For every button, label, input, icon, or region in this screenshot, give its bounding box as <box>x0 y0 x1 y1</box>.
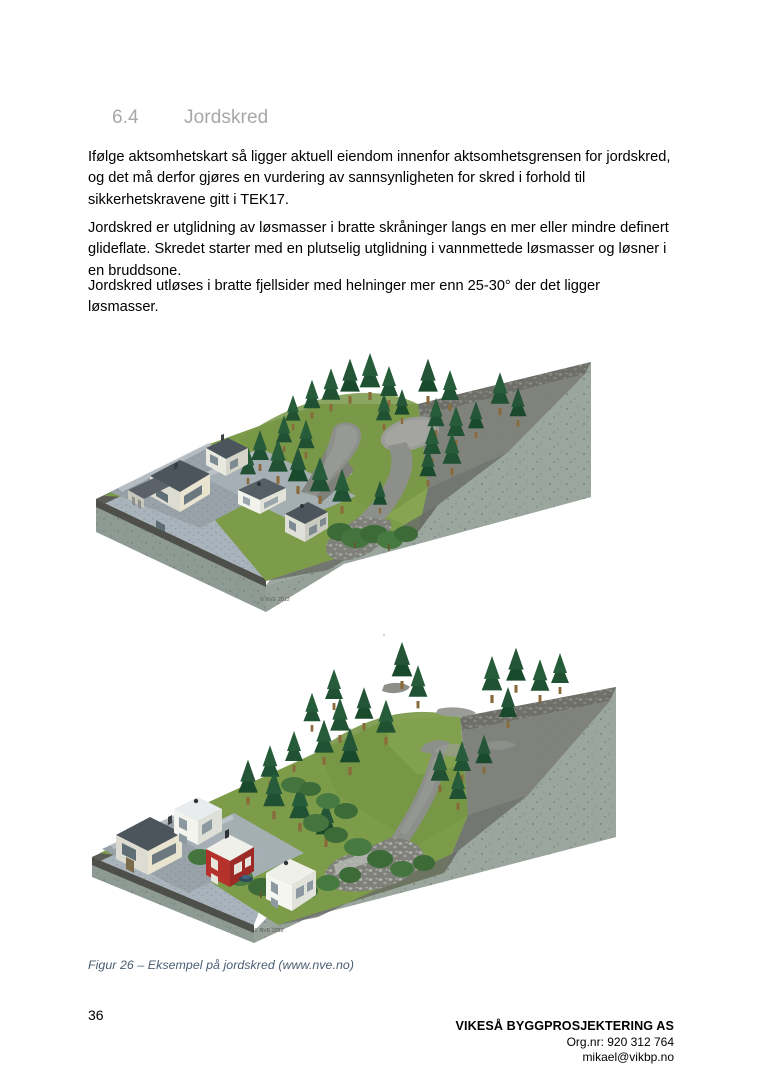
copyright-notice-top: © NVE 2012 <box>260 597 290 603</box>
paragraph-intro: Ifølge aktsomhetskart så ligger aktuell eiendom innenfor aktsomhetsgrensen for jordskred, og det må derfor gjøres en vurdering av sannsynligheten for skred i forhold til sikkerhetskravene gitt i TEK17. <box>88 148 671 208</box>
copyright-notice-bottom: © NVE 2012 <box>254 928 284 934</box>
block-diagram-top-svg <box>88 300 678 620</box>
section-title: Jordskred <box>184 107 269 128</box>
scan-artifact-dot <box>383 634 385 636</box>
footer-org-nr: Org.nr: 920 312 764 <box>566 1034 674 1049</box>
page-number: 36 <box>88 1007 104 1023</box>
paragraph-trigger: Jordskred utløses i bratte fjellsider med helninger mer enn 25-30° der det ligger løsmasser. <box>88 277 601 316</box>
figure-caption: Figur 26 – Eksempel på jordskred (www.nve.no) <box>88 958 355 972</box>
paragraph-definition: Jordskred er utglidning av løsmasser i bratte skråninger langs en mer eller mindre definert glideflate. Skredet starter med en plutselig utglidning i vannmettede løsmasser og løsner i en bruddsone. <box>88 219 669 279</box>
section-heading <box>112 107 672 129</box>
section-number: 6.4 <box>112 107 139 128</box>
figure-block <box>88 300 678 950</box>
illustration-jordskred-two-slides <box>88 300 678 620</box>
block-diagram-bottom-svg <box>88 625 678 945</box>
illustration-jordskred-single-slide <box>88 625 678 945</box>
footer-company-block <box>456 1019 674 1066</box>
footer-company-name: VIKESÅ BYGGPROSJEKTERING AS <box>455 1019 674 1033</box>
footer-email: mikael@vikbp.no <box>582 1050 674 1064</box>
